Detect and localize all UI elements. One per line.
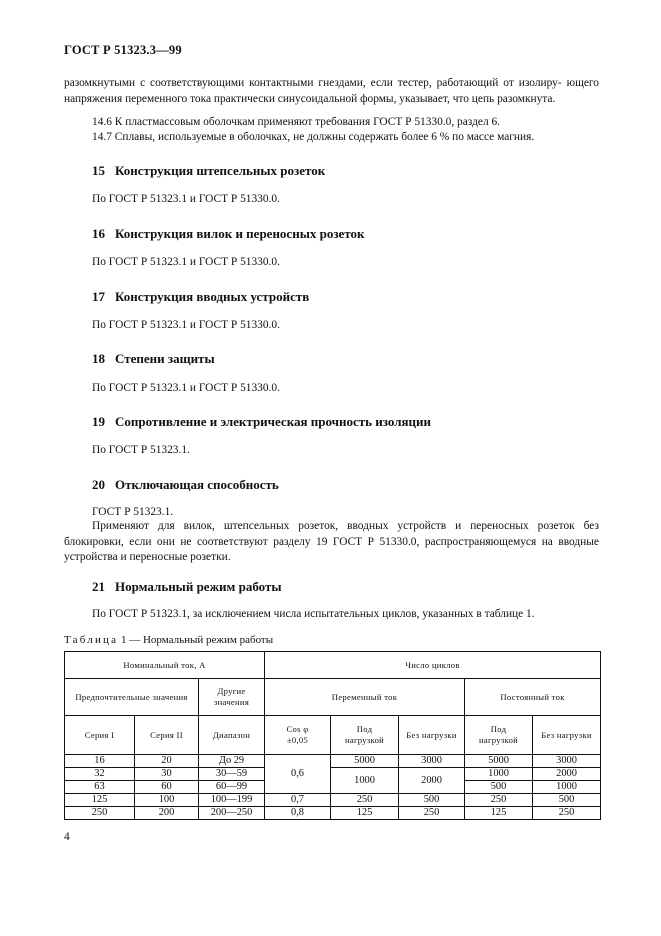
- header-range: Диапазон: [199, 716, 265, 755]
- table-row: [65, 794, 601, 807]
- cell-series-2: 60: [135, 781, 199, 794]
- header-cycles: Число циклов: [265, 652, 601, 679]
- cell-ac-no-load: 500: [399, 794, 465, 807]
- cell-dc-under-load: 1000: [465, 768, 533, 781]
- header-other-values: Другие значения: [199, 679, 265, 716]
- cell-series-1: 63: [65, 781, 135, 794]
- cell-ac-no-load: 250: [399, 807, 465, 820]
- cell-dc-no-load: 500: [533, 794, 601, 807]
- cell-dc-under-load: 500: [465, 781, 533, 794]
- header-dc-no-load: Без нагрузки: [533, 716, 601, 755]
- header-dc: Постоянный ток: [465, 679, 601, 716]
- cell-range: До 29: [199, 755, 265, 768]
- section-17-heading: 17 Конструкция вводных устройств: [92, 289, 310, 304]
- header-ac: Переменный ток: [265, 679, 465, 716]
- cell-range: 60—99: [199, 781, 265, 794]
- section-18-heading: 18 Степени защиты: [92, 351, 215, 366]
- section-19-text: По ГОСТ Р 51323.1.: [92, 444, 190, 456]
- cell-ac-no-load: 2000: [399, 768, 465, 794]
- cell-dc-under-load: 5000: [465, 755, 533, 768]
- table-row: [65, 755, 601, 768]
- clause-14-6: 14.6 К пластмассовым оболочкам применяют требования ГОСТ Р 51330.0, раздел 6.: [92, 116, 501, 128]
- cell-ac-under-load: 1000: [331, 768, 399, 794]
- header-preferred-values: Предпочтительные значения: [65, 679, 199, 716]
- cell-series-2: 30: [135, 768, 199, 781]
- page-number: 4: [64, 831, 70, 843]
- cell-series-1: 125: [65, 794, 135, 807]
- cell-cos-phi: 0,7: [265, 794, 331, 807]
- header-ac-no-load: Без нагрузки: [399, 716, 465, 755]
- cell-dc-no-load: 2000: [533, 768, 601, 781]
- cell-cos-phi: 0,6: [265, 755, 331, 794]
- cell-dc-under-load: 125: [465, 807, 533, 820]
- cell-ac-under-load: 125: [331, 807, 399, 820]
- cell-ac-under-load: 5000: [331, 755, 399, 768]
- cell-series-1: 250: [65, 807, 135, 820]
- cell-range: 30—59: [199, 768, 265, 781]
- section-16-text: По ГОСТ Р 51323.1 и ГОСТ Р 51330.0.: [92, 256, 280, 268]
- cell-ac-no-load: 3000: [399, 755, 465, 768]
- cell-ac-under-load: 250: [331, 794, 399, 807]
- continuation-paragraph: разомкнутыми с соответствующими контактными гнездами, если тестер, работающий от изолиру- ющего напряжения переменного тока практически синусоидальной формы, указывает, что цепь разомкнута.: [64, 77, 599, 105]
- header-series-1: Серия I: [65, 716, 135, 755]
- cell-dc-no-load: 3000: [533, 755, 601, 768]
- section-19-heading: 19 Сопротивление и электрическая прочность изоляции: [92, 414, 432, 429]
- cell-series-1: 32: [65, 768, 135, 781]
- operation-table: [64, 651, 601, 820]
- header-dc-under-load: Под нагрузкой: [465, 716, 533, 755]
- section-21-heading: 21 Нормальный режим работы: [92, 579, 282, 594]
- cell-series-2: 100: [135, 794, 199, 807]
- header-rated-current: Номинальный ток, А: [65, 652, 265, 679]
- cell-range: 100—199: [199, 794, 265, 807]
- section-15-heading: 15 Конструкция штепсельных розеток: [92, 163, 326, 178]
- cell-cos-phi: 0,8: [265, 807, 331, 820]
- header-ac-under-load: Под нагрузкой: [331, 716, 399, 755]
- table-row: [65, 807, 601, 820]
- cell-series-2: 200: [135, 807, 199, 820]
- section-15-text: По ГОСТ Р 51323.1 и ГОСТ Р 51330.0.: [92, 193, 280, 205]
- standard-header: ГОСТ Р 51323.3—99: [64, 43, 182, 57]
- clause-14-7: 14.7 Сплавы, используемые в оболочках, не должны содержать более 6 % по массе магния.: [92, 131, 535, 143]
- cell-series-2: 20: [135, 755, 199, 768]
- header-cos-phi: Cos φ ±0,05: [265, 716, 331, 755]
- section-20-heading: 20 Отключающая способность: [92, 477, 279, 492]
- cell-dc-no-load: 250: [533, 807, 601, 820]
- cell-series-1: 16: [65, 755, 135, 768]
- section-17-text: По ГОСТ Р 51323.1 и ГОСТ Р 51330.0.: [92, 319, 280, 331]
- section-20-extra: Применяют для вилок, штепсельных розеток, вводных устройств и переносных розеток без блокировки, если они не соответствуют разделу 19 ГОСТ Р 51330.0, распространяющемуся на вводные устройства и переносные розетки.: [64, 520, 599, 563]
- section-20-text: ГОСТ Р 51323.1.: [92, 506, 174, 518]
- table-row: [65, 768, 601, 781]
- header-series-2: Серия II: [135, 716, 199, 755]
- cell-range: 200—250: [199, 807, 265, 820]
- section-16-heading: 16 Конструкция вилок и переносных розеток: [92, 226, 365, 241]
- cell-dc-no-load: 1000: [533, 781, 601, 794]
- cell-dc-under-load: 250: [465, 794, 533, 807]
- table-caption: Таблица 1 — Нормальный режим работы: [64, 634, 274, 646]
- section-18-text: По ГОСТ Р 51323.1 и ГОСТ Р 51330.0.: [92, 382, 280, 394]
- section-21-text: По ГОСТ Р 51323.1, за исключением числа испытательных циклов, указанных в таблице 1.: [92, 608, 535, 620]
